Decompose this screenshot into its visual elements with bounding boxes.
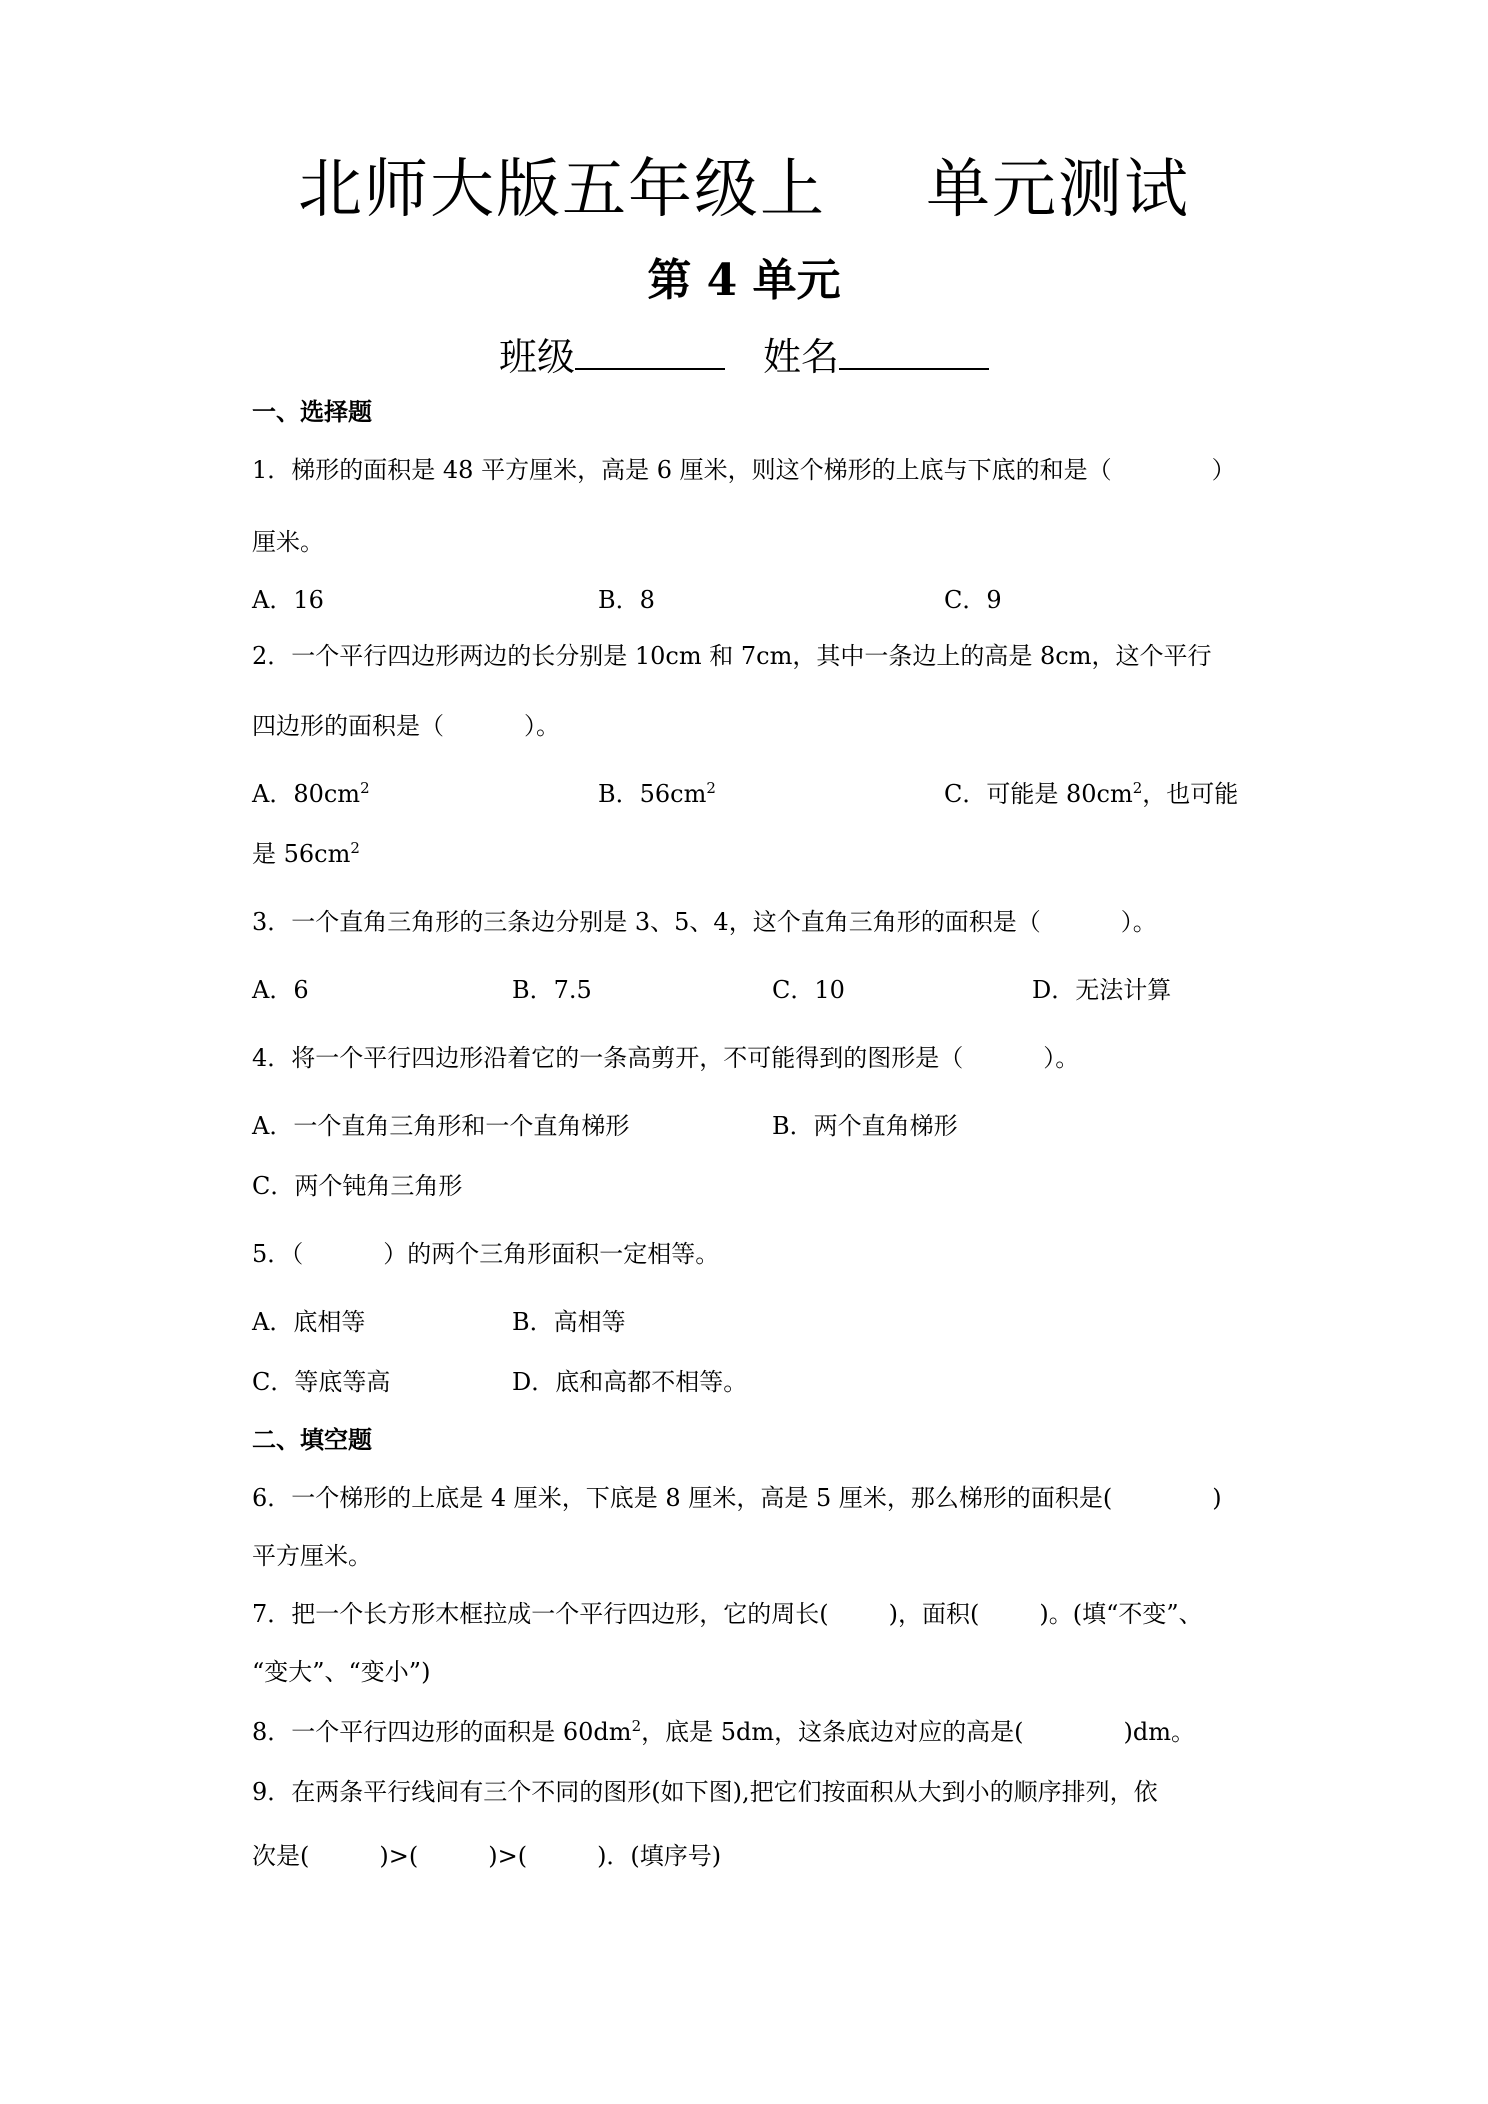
class-blank[interactable] (575, 334, 725, 370)
superscript: 2 (360, 779, 370, 797)
q9-text-d: )．(填序号) (597, 1842, 722, 1870)
question-9-line1: 9．在两条平行线间有三个不同的图形(如下图),把它们按面积从大到小的顺序排列，依 (252, 1778, 1158, 1806)
q2-option-c-text-end: ，也可能 (1142, 780, 1239, 808)
q1-option-c[interactable]: C．9 (944, 586, 1002, 614)
q4-option-a[interactable]: A．一个直角三角形和一个直角梯形 (252, 1112, 630, 1140)
q2-option-a-text: A．80cm (252, 780, 361, 808)
question-6-line1 (252, 1478, 1222, 1513)
name-label: 姓名 (763, 335, 840, 379)
q4-option-b[interactable]: B．两个直角梯形 (772, 1112, 958, 1140)
superscript: 2 (706, 779, 716, 797)
q3-paren-close: ）。 (1120, 908, 1157, 936)
q1-option-b[interactable]: B．8 (598, 586, 655, 614)
superscript: 2 (631, 1717, 642, 1735)
q6-paren-close: ) (1212, 1484, 1222, 1512)
q2-option-b[interactable] (598, 774, 716, 809)
question-2-line1: 2．一个平行四边形两边的长分别是 10cm 和 7cm，其中一条边上的高是 8cm，这个平行 (252, 642, 1212, 670)
page-title (0, 138, 1488, 230)
q4-option-c[interactable]: C．两个钝角三角形 (252, 1172, 463, 1200)
q4-text: 4．将一个平行四边形沿着它的一条高剪开，不可能得到的图形是（ (252, 1044, 964, 1072)
unit-subtitle: 第 4 单元 (647, 255, 841, 306)
q4-paren-close: ）。 (1043, 1044, 1080, 1072)
q6-text: 6．一个梯形的上底是 4 厘米，下底是 8 厘米，高是 5 厘米，那么梯形的面积是( (252, 1484, 1113, 1512)
q9-text-a: 次是( (252, 1842, 310, 1870)
question-5 (252, 1234, 719, 1269)
q5-option-c[interactable]: C．等底等高 (252, 1368, 391, 1396)
q1-text: 1．梯形的面积是 48 平方厘米，高是 6 厘米，则这个梯形的上底与下底的和是（ (252, 456, 1112, 484)
q5-text-end: ）的两个三角形面积一定相等。 (383, 1240, 720, 1268)
q7-text-part3: )。(填“不变”、 (1039, 1600, 1203, 1628)
q3-option-c[interactable]: C．10 (772, 976, 845, 1004)
q5-option-b[interactable]: B．高相等 (512, 1308, 626, 1336)
class-label: 班级 (498, 335, 575, 379)
q3-option-b[interactable]: B．7.5 (512, 976, 592, 1004)
q2-option-b-text: B．56cm (598, 780, 707, 808)
q5-text: 5．（ (252, 1240, 304, 1268)
question-9-line2 (252, 1836, 721, 1871)
title-part2: 单元测试 (926, 153, 1190, 227)
q5-option-d[interactable]: D．底和高都不相等。 (512, 1368, 748, 1396)
question-3 (252, 902, 1157, 937)
q5-option-a[interactable]: A．底相等 (252, 1308, 366, 1336)
q7-text-part1: 7．把一个长方形木框拉成一个平行四边形，它的周长( (252, 1600, 829, 1628)
q2-paren-close: ）。 (524, 712, 560, 740)
question-1-line1 (252, 450, 1236, 485)
q9-text-c: )>( (488, 1842, 528, 1870)
title-part1: 北师大版五年级上 (298, 153, 826, 227)
question-4 (252, 1038, 1079, 1073)
q1-paren-close: ） (1211, 456, 1236, 484)
section-heading-choice: 一、选择题 (252, 398, 372, 426)
q8-text-end: )dm。 (1123, 1718, 1195, 1746)
q2-text: 四边形的面积是（ (252, 712, 444, 740)
student-info-line (0, 326, 1488, 381)
q2-option-a[interactable] (252, 774, 370, 809)
q2-option-c-text: C．可能是 80cm (944, 780, 1133, 808)
q3-option-a[interactable]: A．6 (252, 976, 309, 1004)
question-6-line2: 平方厘米。 (252, 1542, 372, 1570)
q3-text: 3．一个直角三角形的三条边分别是 3、5、4，这个直角三角形的面积是（ (252, 908, 1041, 936)
superscript: 2 (1132, 779, 1143, 797)
q8-text-middle: ，底是 5dm，这条底边对应的高是( (641, 1718, 1024, 1746)
superscript: 2 (350, 839, 360, 857)
q2-option-c-line2 (252, 834, 360, 869)
q2-option-c[interactable] (944, 774, 1238, 809)
q9-text-b: )>( (379, 1842, 419, 1870)
question-2-line2 (252, 706, 560, 741)
q1-option-a[interactable]: A．16 (252, 586, 324, 614)
q7-text-part2: )，面积( (888, 1600, 980, 1628)
name-blank[interactable] (839, 334, 989, 370)
question-7-line2: “变大”、“变小”) (252, 1658, 431, 1686)
q3-option-d[interactable]: D．无法计算 (1032, 976, 1172, 1004)
section-heading-fill: 二、填空题 (252, 1426, 372, 1454)
question-8 (252, 1712, 1195, 1747)
q2-option-c-line2-text: 是 56cm (252, 840, 351, 868)
question-7-line1 (252, 1594, 1203, 1629)
question-1-line2: 厘米。 (252, 528, 324, 556)
q8-text-start: 8．一个平行四边形的面积是 60dm (252, 1718, 632, 1746)
